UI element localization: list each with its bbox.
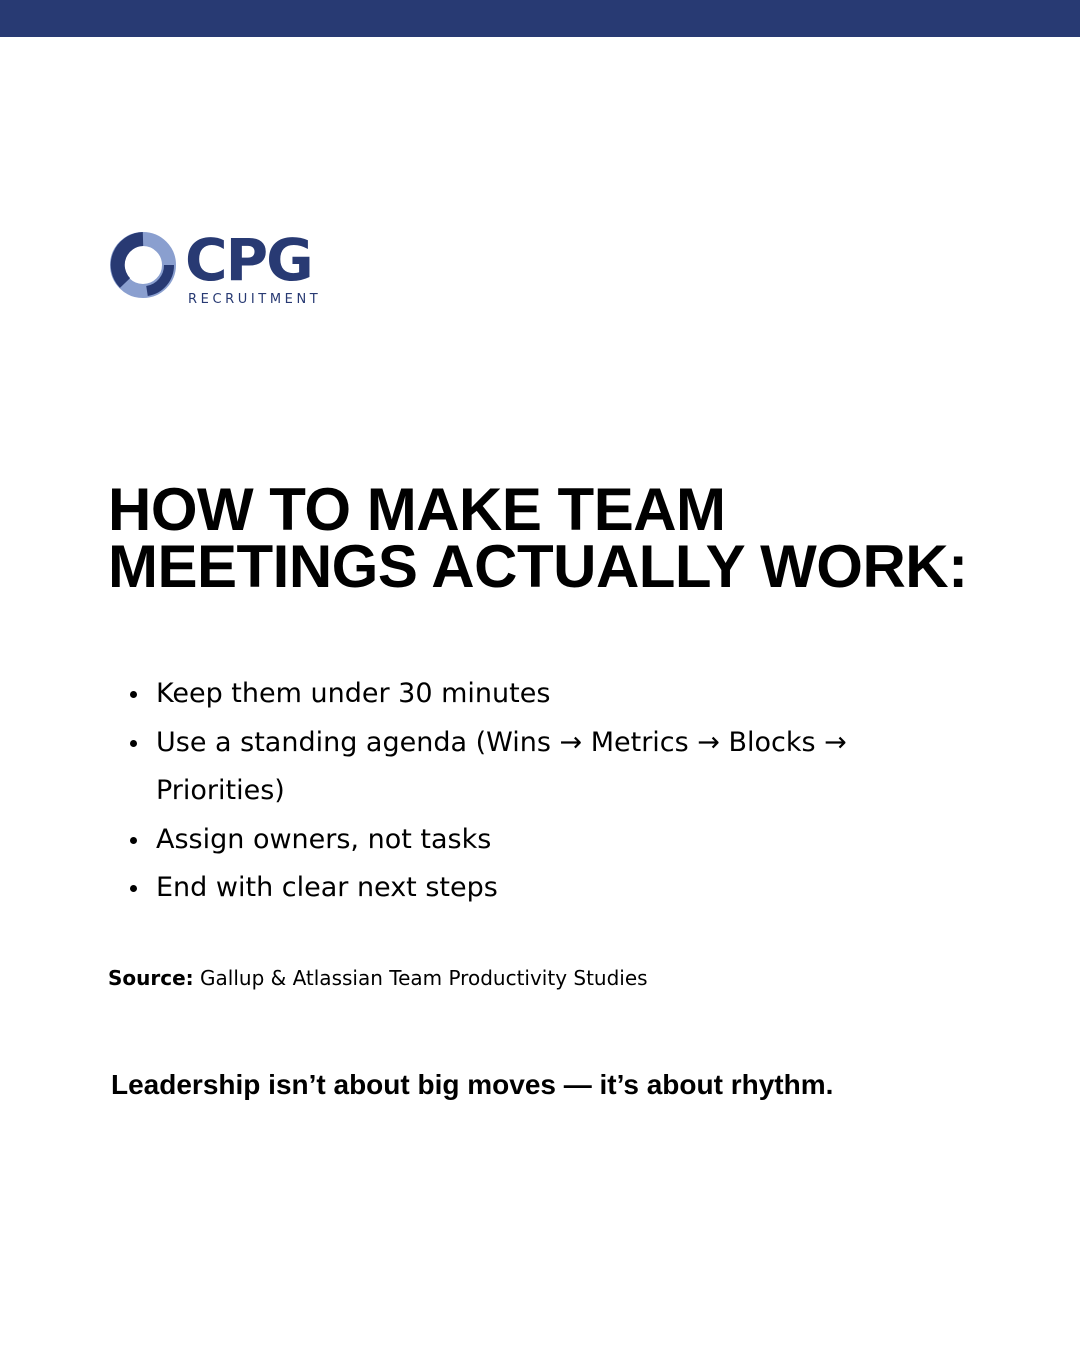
list-item-text: Use a standing agenda (Wins → Metrics → Blocks → Priorities) [156,726,847,806]
bullet-icon [130,740,137,747]
bullet-icon [130,691,137,698]
source-label: Source: [108,966,194,990]
bullet-icon [130,885,137,892]
logo-wordmark: CPG [185,226,312,294]
tips-list [128,670,888,913]
cpg-swirl-logo-icon [107,228,179,302]
list-item [128,864,888,913]
list-item [128,670,888,719]
list-item-text: End with clear next steps [156,872,498,903]
page-headline: HOW TO MAKE TEAM MEETINGS ACTUALLY WORK: [108,476,968,600]
closing-tagline: Leadership isn’t about big moves — it’s about rhythm. [111,1069,834,1100]
logo-subtitle: RECRUITMENT [188,292,322,307]
cpg-recruitment-logo [107,228,337,310]
list-item-text: Assign owners, not tasks [156,823,492,855]
list-item [128,719,888,816]
top-accent-bar [0,0,1080,37]
list-item-text: Keep them under 30 minutes [156,678,551,709]
bullet-icon [130,837,137,844]
list-item [128,816,888,865]
source-citation [108,964,648,992]
source-text: Gallup & Atlassian Team Productivity Studies [200,966,648,990]
